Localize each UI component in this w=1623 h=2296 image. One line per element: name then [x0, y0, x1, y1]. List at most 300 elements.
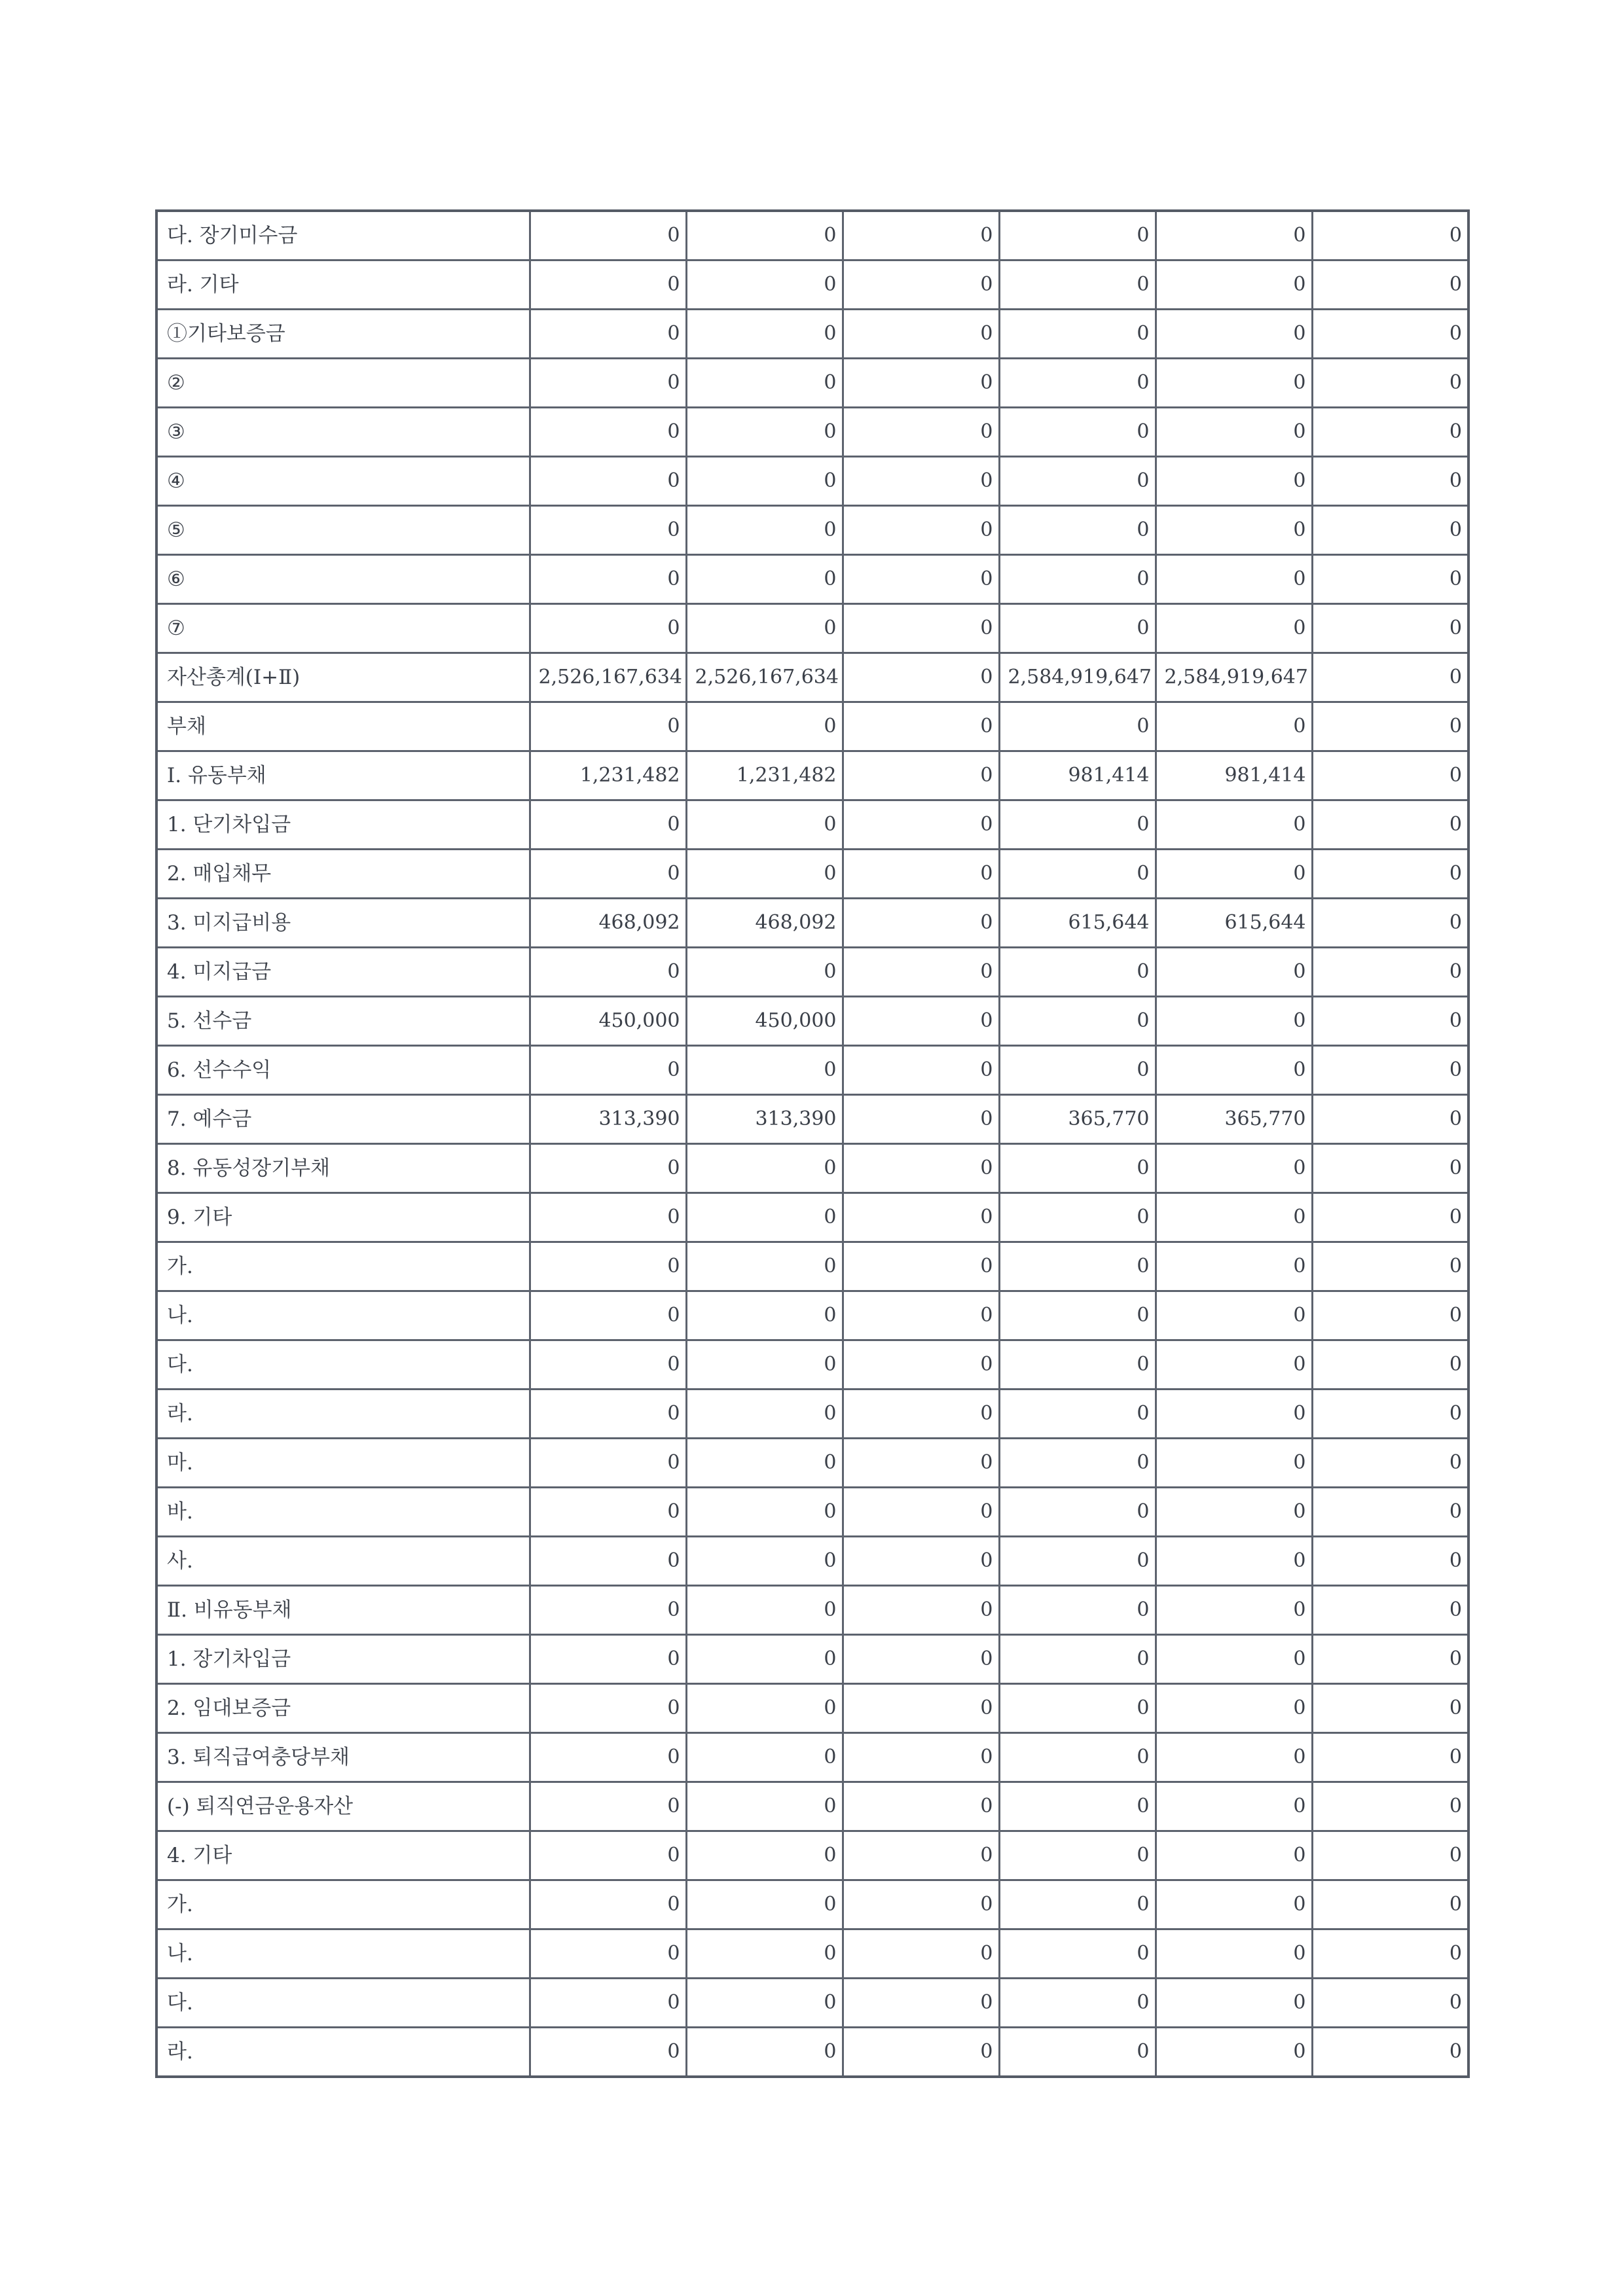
- value-cell-1: 468,092: [530, 899, 686, 948]
- value-cell-6: 0: [1312, 310, 1468, 359]
- value-cell-5: 0: [1156, 1390, 1312, 1439]
- row-label: 가.: [156, 1880, 530, 1929]
- value-cell-1: 0: [530, 1979, 686, 2028]
- table-row: [156, 751, 1468, 800]
- value-cell-6: 0: [1312, 702, 1468, 751]
- value-cell-4: 0: [999, 997, 1156, 1046]
- value-cell-2: 0: [686, 1144, 843, 1193]
- value-cell-4: 0: [999, 457, 1156, 506]
- value-cell-4: 0: [999, 1046, 1156, 1095]
- value-cell-5: 0: [1156, 1242, 1312, 1291]
- value-cell-4: 0: [999, 1782, 1156, 1831]
- value-cell-5: 0: [1156, 1193, 1312, 1242]
- value-cell-1: 0: [530, 408, 686, 457]
- value-cell-6: 0: [1312, 1684, 1468, 1733]
- row-label: 2. 임대보증금: [156, 1684, 530, 1733]
- table-row: [156, 359, 1468, 408]
- value-cell-1: 0: [530, 1439, 686, 1488]
- value-cell-5: 0: [1156, 260, 1312, 310]
- table-row: [156, 1929, 1468, 1979]
- table-row: [156, 702, 1468, 751]
- row-label: Ⅰ. 유동부채: [156, 751, 530, 800]
- value-cell-2: 0: [686, 555, 843, 604]
- value-cell-6: 0: [1312, 506, 1468, 555]
- value-cell-3: 0: [843, 211, 999, 260]
- value-cell-1: 0: [530, 850, 686, 899]
- table-row: [156, 457, 1468, 506]
- value-cell-2: 0: [686, 1340, 843, 1390]
- value-cell-4: 2,584,919,647: [999, 653, 1156, 702]
- value-cell-3: 0: [843, 359, 999, 408]
- value-cell-4: 0: [999, 1193, 1156, 1242]
- value-cell-6: 0: [1312, 751, 1468, 800]
- value-cell-2: 0: [686, 1537, 843, 1586]
- table-row: [156, 1390, 1468, 1439]
- value-cell-1: 0: [530, 1340, 686, 1390]
- value-cell-5: 0: [1156, 1782, 1312, 1831]
- table-row: [156, 800, 1468, 850]
- value-cell-6: 0: [1312, 2028, 1468, 2077]
- value-cell-2: 0: [686, 1831, 843, 1880]
- value-cell-1: 0: [530, 800, 686, 850]
- value-cell-1: 0: [530, 2028, 686, 2077]
- value-cell-1: 0: [530, 211, 686, 260]
- value-cell-6: 0: [1312, 555, 1468, 604]
- value-cell-3: 0: [843, 1390, 999, 1439]
- value-cell-3: 0: [843, 1635, 999, 1684]
- table-row: [156, 948, 1468, 997]
- value-cell-4: 0: [999, 1929, 1156, 1979]
- table-row: [156, 1046, 1468, 1095]
- value-cell-2: 0: [686, 800, 843, 850]
- value-cell-5: 0: [1156, 506, 1312, 555]
- value-cell-5: 0: [1156, 1880, 1312, 1929]
- value-cell-6: 0: [1312, 1291, 1468, 1340]
- value-cell-1: 0: [530, 457, 686, 506]
- table-row: [156, 211, 1468, 260]
- value-cell-3: 0: [843, 1340, 999, 1390]
- value-cell-5: 0: [1156, 850, 1312, 899]
- value-cell-4: 0: [999, 2028, 1156, 2077]
- value-cell-4: 0: [999, 1635, 1156, 1684]
- table-row: [156, 653, 1468, 702]
- row-label: 다. 장기미수금: [156, 211, 530, 260]
- row-label: 9. 기타: [156, 1193, 530, 1242]
- value-cell-2: 0: [686, 1684, 843, 1733]
- value-cell-5: 0: [1156, 1586, 1312, 1635]
- value-cell-3: 0: [843, 310, 999, 359]
- value-cell-3: 0: [843, 1782, 999, 1831]
- value-cell-5: 0: [1156, 800, 1312, 850]
- value-cell-5: 0: [1156, 359, 1312, 408]
- value-cell-4: 0: [999, 310, 1156, 359]
- value-cell-2: 0: [686, 1242, 843, 1291]
- value-cell-5: 0: [1156, 1046, 1312, 1095]
- value-cell-2: 0: [686, 702, 843, 751]
- value-cell-4: 0: [999, 1880, 1156, 1929]
- value-cell-1: 0: [530, 1684, 686, 1733]
- value-cell-3: 0: [843, 1733, 999, 1782]
- table-row: [156, 1242, 1468, 1291]
- value-cell-2: 0: [686, 1880, 843, 1929]
- row-label: 부채: [156, 702, 530, 751]
- value-cell-5: 0: [1156, 1831, 1312, 1880]
- value-cell-2: 0: [686, 1635, 843, 1684]
- value-cell-1: 0: [530, 948, 686, 997]
- table-row: [156, 1291, 1468, 1340]
- value-cell-2: 0: [686, 408, 843, 457]
- value-cell-6: 0: [1312, 1390, 1468, 1439]
- table-row: [156, 1684, 1468, 1733]
- value-cell-1: 0: [530, 1831, 686, 1880]
- value-cell-5: 0: [1156, 1439, 1312, 1488]
- table-row: [156, 899, 1468, 948]
- value-cell-1: 450,000: [530, 997, 686, 1046]
- value-cell-3: 0: [843, 899, 999, 948]
- value-cell-1: 0: [530, 1046, 686, 1095]
- value-cell-3: 0: [843, 653, 999, 702]
- table-row: [156, 1537, 1468, 1586]
- value-cell-4: 0: [999, 211, 1156, 260]
- value-cell-4: 0: [999, 1488, 1156, 1537]
- value-cell-6: 0: [1312, 850, 1468, 899]
- value-cell-1: 0: [530, 1635, 686, 1684]
- value-cell-3: 0: [843, 2028, 999, 2077]
- value-cell-6: 0: [1312, 1586, 1468, 1635]
- value-cell-2: 0: [686, 1733, 843, 1782]
- value-cell-6: 0: [1312, 1929, 1468, 1979]
- table-row: [156, 1144, 1468, 1193]
- value-cell-2: 0: [686, 948, 843, 997]
- value-cell-6: 0: [1312, 1046, 1468, 1095]
- value-cell-2: 0: [686, 1439, 843, 1488]
- table-row: [156, 1880, 1468, 1929]
- value-cell-5: 0: [1156, 1733, 1312, 1782]
- value-cell-5: 0: [1156, 1291, 1312, 1340]
- value-cell-4: 0: [999, 1439, 1156, 1488]
- value-cell-5: 0: [1156, 555, 1312, 604]
- table-row: [156, 1586, 1468, 1635]
- row-label: ⑤: [156, 506, 530, 555]
- value-cell-5: 2,584,919,647: [1156, 653, 1312, 702]
- value-cell-2: 0: [686, 1291, 843, 1340]
- value-cell-4: 365,770: [999, 1095, 1156, 1144]
- value-cell-3: 0: [843, 506, 999, 555]
- row-label: 3. 미지급비용: [156, 899, 530, 948]
- value-cell-4: 0: [999, 1979, 1156, 2028]
- value-cell-2: 0: [686, 211, 843, 260]
- row-label: 8. 유동성장기부채: [156, 1144, 530, 1193]
- table-row: [156, 1340, 1468, 1390]
- value-cell-4: 0: [999, 800, 1156, 850]
- value-cell-2: 468,092: [686, 899, 843, 948]
- table-row: [156, 1979, 1468, 2028]
- table-row: [156, 997, 1468, 1046]
- value-cell-6: 0: [1312, 997, 1468, 1046]
- value-cell-3: 0: [843, 1291, 999, 1340]
- value-cell-3: 0: [843, 555, 999, 604]
- value-cell-5: 0: [1156, 702, 1312, 751]
- value-cell-1: 0: [530, 260, 686, 310]
- row-label: 라.: [156, 2028, 530, 2077]
- value-cell-3: 0: [843, 260, 999, 310]
- value-cell-6: 0: [1312, 604, 1468, 653]
- row-label: 2. 매입채무: [156, 850, 530, 899]
- value-cell-2: 0: [686, 506, 843, 555]
- value-cell-5: 981,414: [1156, 751, 1312, 800]
- row-label: 사.: [156, 1537, 530, 1586]
- value-cell-5: 0: [1156, 1979, 1312, 2028]
- value-cell-6: 0: [1312, 1439, 1468, 1488]
- value-cell-2: 1,231,482: [686, 751, 843, 800]
- value-cell-6: 0: [1312, 457, 1468, 506]
- value-cell-5: 0: [1156, 1340, 1312, 1390]
- table-row: [156, 260, 1468, 310]
- value-cell-3: 0: [843, 1193, 999, 1242]
- value-cell-5: 0: [1156, 211, 1312, 260]
- value-cell-4: 0: [999, 1144, 1156, 1193]
- row-label: 마.: [156, 1439, 530, 1488]
- table-row: [156, 1193, 1468, 1242]
- table-row: [156, 506, 1468, 555]
- value-cell-4: 0: [999, 850, 1156, 899]
- value-cell-3: 0: [843, 457, 999, 506]
- value-cell-6: 0: [1312, 1340, 1468, 1390]
- value-cell-2: 313,390: [686, 1095, 843, 1144]
- value-cell-3: 0: [843, 1537, 999, 1586]
- value-cell-1: 0: [530, 1390, 686, 1439]
- row-label: 6. 선수수익: [156, 1046, 530, 1095]
- value-cell-5: 0: [1156, 1537, 1312, 1586]
- value-cell-6: 0: [1312, 899, 1468, 948]
- value-cell-6: 0: [1312, 1242, 1468, 1291]
- value-cell-5: 0: [1156, 2028, 1312, 2077]
- value-cell-3: 0: [843, 1929, 999, 1979]
- row-label: 5. 선수금: [156, 997, 530, 1046]
- value-cell-1: 0: [530, 1733, 686, 1782]
- row-label: 3. 퇴직급여충당부채: [156, 1733, 530, 1782]
- table-row: [156, 1635, 1468, 1684]
- row-label: 4. 미지급금: [156, 948, 530, 997]
- value-cell-5: 0: [1156, 948, 1312, 997]
- value-cell-6: 0: [1312, 1095, 1468, 1144]
- value-cell-1: 1,231,482: [530, 751, 686, 800]
- value-cell-6: 0: [1312, 1782, 1468, 1831]
- value-cell-5: 0: [1156, 1144, 1312, 1193]
- row-label: ⑥: [156, 555, 530, 604]
- value-cell-2: 0: [686, 457, 843, 506]
- value-cell-6: 0: [1312, 1979, 1468, 2028]
- value-cell-4: 0: [999, 555, 1156, 604]
- value-cell-3: 0: [843, 1880, 999, 1929]
- value-cell-5: 0: [1156, 1684, 1312, 1733]
- value-cell-5: 0: [1156, 1635, 1312, 1684]
- value-cell-1: 0: [530, 1782, 686, 1831]
- value-cell-2: 0: [686, 850, 843, 899]
- value-cell-6: 0: [1312, 1733, 1468, 1782]
- value-cell-6: 0: [1312, 1193, 1468, 1242]
- row-label: 가.: [156, 1242, 530, 1291]
- value-cell-1: 0: [530, 310, 686, 359]
- table-row: [156, 1782, 1468, 1831]
- value-cell-6: 0: [1312, 408, 1468, 457]
- value-cell-4: 0: [999, 948, 1156, 997]
- value-cell-1: 0: [530, 555, 686, 604]
- value-cell-4: 981,414: [999, 751, 1156, 800]
- value-cell-3: 0: [843, 1439, 999, 1488]
- row-label: ②: [156, 359, 530, 408]
- value-cell-4: 615,644: [999, 899, 1156, 948]
- value-cell-3: 0: [843, 604, 999, 653]
- value-cell-5: 365,770: [1156, 1095, 1312, 1144]
- row-label: ④: [156, 457, 530, 506]
- value-cell-6: 0: [1312, 1880, 1468, 1929]
- value-cell-4: 0: [999, 1390, 1156, 1439]
- value-cell-1: 0: [530, 604, 686, 653]
- value-cell-1: 0: [530, 1537, 686, 1586]
- value-cell-2: 0: [686, 359, 843, 408]
- value-cell-2: 0: [686, 1782, 843, 1831]
- value-cell-2: 0: [686, 2028, 843, 2077]
- value-cell-5: 0: [1156, 408, 1312, 457]
- value-cell-5: 0: [1156, 604, 1312, 653]
- value-cell-4: 0: [999, 1537, 1156, 1586]
- value-cell-2: 0: [686, 1193, 843, 1242]
- value-cell-4: 0: [999, 260, 1156, 310]
- value-cell-6: 0: [1312, 359, 1468, 408]
- row-label: 나.: [156, 1929, 530, 1979]
- value-cell-4: 0: [999, 1291, 1156, 1340]
- row-label: 자산총계(Ⅰ+Ⅱ): [156, 653, 530, 702]
- table-row: [156, 408, 1468, 457]
- row-label: 1. 단기차입금: [156, 800, 530, 850]
- row-label: (-) 퇴직연금운용자산: [156, 1782, 530, 1831]
- value-cell-2: 0: [686, 1586, 843, 1635]
- table-row: [156, 1439, 1468, 1488]
- value-cell-5: 0: [1156, 310, 1312, 359]
- value-cell-6: 0: [1312, 260, 1468, 310]
- value-cell-2: 0: [686, 260, 843, 310]
- value-cell-5: 0: [1156, 457, 1312, 506]
- table-row: [156, 2028, 1468, 2077]
- value-cell-4: 0: [999, 408, 1156, 457]
- value-cell-1: 0: [530, 1586, 686, 1635]
- value-cell-2: 0: [686, 1046, 843, 1095]
- value-cell-5: 615,644: [1156, 899, 1312, 948]
- value-cell-1: 0: [530, 359, 686, 408]
- value-cell-4: 0: [999, 1831, 1156, 1880]
- value-cell-1: 0: [530, 1144, 686, 1193]
- value-cell-6: 0: [1312, 1831, 1468, 1880]
- row-label: 4. 기타: [156, 1831, 530, 1880]
- value-cell-2: 0: [686, 1390, 843, 1439]
- value-cell-1: 0: [530, 1193, 686, 1242]
- value-cell-5: 0: [1156, 1488, 1312, 1537]
- row-label: ③: [156, 408, 530, 457]
- value-cell-3: 0: [843, 1144, 999, 1193]
- value-cell-6: 0: [1312, 948, 1468, 997]
- value-cell-1: 0: [530, 1242, 686, 1291]
- value-cell-5: 0: [1156, 997, 1312, 1046]
- value-cell-3: 0: [843, 408, 999, 457]
- table-row: [156, 604, 1468, 653]
- value-cell-3: 0: [843, 702, 999, 751]
- value-cell-1: 313,390: [530, 1095, 686, 1144]
- value-cell-4: 0: [999, 702, 1156, 751]
- value-cell-1: 0: [530, 1291, 686, 1340]
- value-cell-3: 0: [843, 1046, 999, 1095]
- value-cell-4: 0: [999, 1733, 1156, 1782]
- value-cell-1: 0: [530, 1488, 686, 1537]
- value-cell-3: 0: [843, 800, 999, 850]
- value-cell-6: 0: [1312, 800, 1468, 850]
- row-label: ①기타보증금: [156, 310, 530, 359]
- value-cell-6: 0: [1312, 1144, 1468, 1193]
- balance-sheet-table: [155, 209, 1470, 2078]
- table-row: [156, 1831, 1468, 1880]
- row-label: 7. 예수금: [156, 1095, 530, 1144]
- value-cell-1: 0: [530, 1929, 686, 1979]
- row-label: ⑦: [156, 604, 530, 653]
- value-cell-3: 0: [843, 850, 999, 899]
- row-label: 바.: [156, 1488, 530, 1537]
- value-cell-4: 0: [999, 359, 1156, 408]
- value-cell-4: 0: [999, 1586, 1156, 1635]
- value-cell-6: 0: [1312, 1488, 1468, 1537]
- table-row: [156, 1488, 1468, 1537]
- value-cell-3: 0: [843, 997, 999, 1046]
- row-label: 라. 기타: [156, 260, 530, 310]
- value-cell-1: 0: [530, 1880, 686, 1929]
- value-cell-3: 0: [843, 1586, 999, 1635]
- table-row: [156, 1095, 1468, 1144]
- value-cell-1: 0: [530, 506, 686, 555]
- value-cell-5: 0: [1156, 1929, 1312, 1979]
- row-label: 다.: [156, 1979, 530, 2028]
- value-cell-2: 0: [686, 1979, 843, 2028]
- value-cell-2: 0: [686, 310, 843, 359]
- value-cell-1: 0: [530, 702, 686, 751]
- row-label: Ⅱ. 비유동부채: [156, 1586, 530, 1635]
- table-row: [156, 310, 1468, 359]
- value-cell-2: 0: [686, 1929, 843, 1979]
- value-cell-3: 0: [843, 948, 999, 997]
- value-cell-2: 450,000: [686, 997, 843, 1046]
- value-cell-2: 0: [686, 1488, 843, 1537]
- table-row: [156, 555, 1468, 604]
- value-cell-6: 0: [1312, 653, 1468, 702]
- value-cell-3: 0: [843, 1831, 999, 1880]
- row-label: 나.: [156, 1291, 530, 1340]
- row-label: 다.: [156, 1340, 530, 1390]
- value-cell-3: 0: [843, 1095, 999, 1144]
- table-row: [156, 850, 1468, 899]
- value-cell-2: 0: [686, 604, 843, 653]
- value-cell-4: 0: [999, 1242, 1156, 1291]
- row-label: 라.: [156, 1390, 530, 1439]
- value-cell-3: 0: [843, 1242, 999, 1291]
- value-cell-4: 0: [999, 506, 1156, 555]
- value-cell-4: 0: [999, 604, 1156, 653]
- value-cell-2: 2,526,167,634: [686, 653, 843, 702]
- value-cell-4: 0: [999, 1340, 1156, 1390]
- value-cell-6: 0: [1312, 1635, 1468, 1684]
- row-label: 1. 장기차입금: [156, 1635, 530, 1684]
- value-cell-6: 0: [1312, 1537, 1468, 1586]
- balance-sheet-body: [156, 211, 1468, 2077]
- value-cell-4: 0: [999, 1684, 1156, 1733]
- value-cell-3: 0: [843, 1979, 999, 2028]
